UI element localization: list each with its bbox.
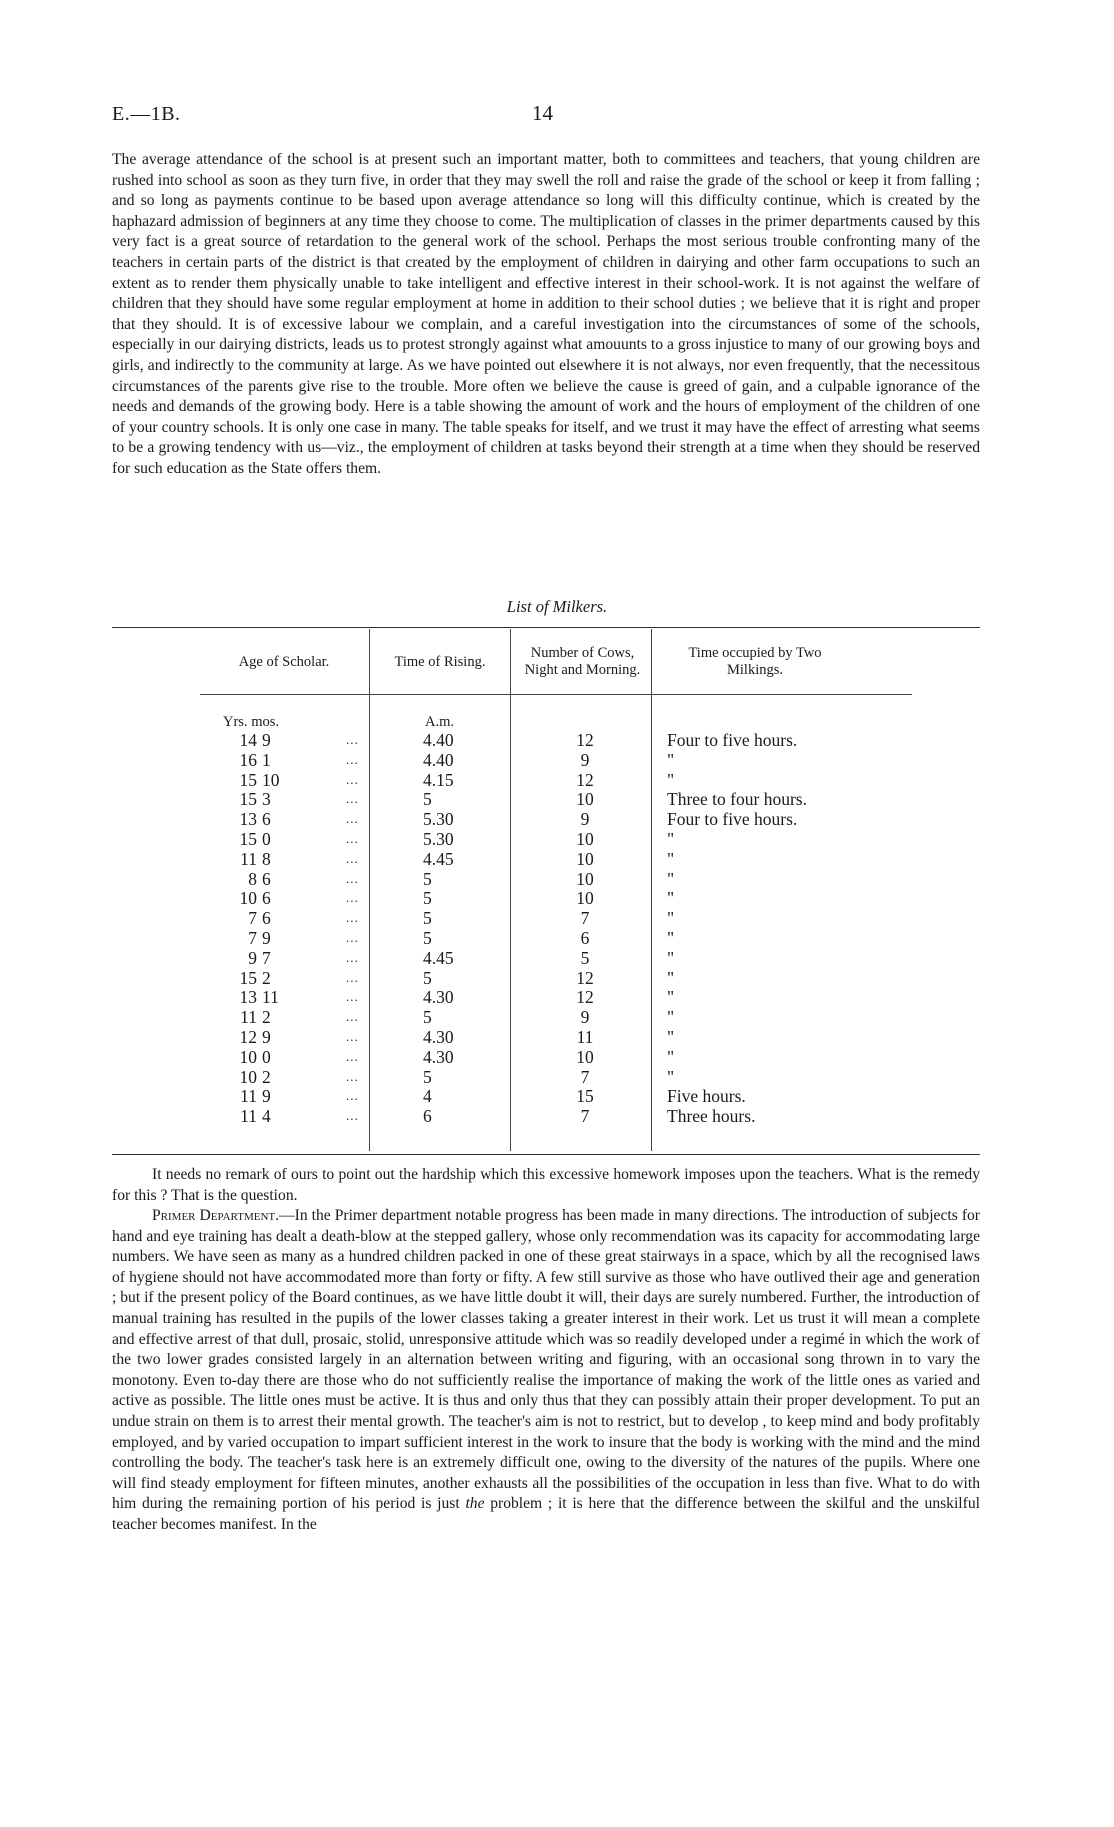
cell-time: " bbox=[667, 888, 675, 909]
unit-age: Yrs. mos. bbox=[223, 714, 279, 730]
cell-cows: 11 bbox=[576, 1026, 594, 1047]
cell-cows: 7 bbox=[580, 1066, 590, 1087]
cell-time: " bbox=[667, 947, 675, 968]
leader-dots: ... bbox=[346, 850, 359, 866]
header-time: Time occupied by Two Milkings. bbox=[688, 645, 822, 678]
table-row bbox=[0, 849, 1114, 869]
leader-dots: ... bbox=[346, 890, 359, 906]
table-row bbox=[0, 789, 1114, 809]
cell-cows: 10 bbox=[576, 888, 594, 909]
cell-months: 2 bbox=[262, 1007, 271, 1028]
cell-rising: 5 bbox=[423, 927, 432, 948]
cell-months: 6 bbox=[262, 908, 271, 929]
cell-rising: 4.30 bbox=[423, 1046, 454, 1067]
leader-dots: ... bbox=[346, 949, 359, 965]
primer-emphasis: the bbox=[465, 1495, 485, 1513]
cell-cows: 12 bbox=[576, 730, 594, 750]
cell-time: Three hours. bbox=[667, 1106, 756, 1127]
cell-time: Four to five hours. bbox=[667, 809, 798, 830]
cell-time: " bbox=[667, 927, 675, 948]
cell-years: 12 bbox=[239, 1026, 257, 1047]
primer-paragraph bbox=[112, 1206, 980, 1536]
intro-paragraph: The average attendance of the school is at present such an important matter, both to committees and teachers, that young children are rushed into school as soon as they turn five, in order that they may swell the roll and raise the grade of the school or keep it from falling ; and so long as payments continue to be based upon average attendance so long will this difficulty continue, which is created by the haphazard admission of beginners at any time they choose to come. The multiplication of classes in the primer departments caused by this very fact is a great source of retardation to the general work of the school. Perhaps the most serious trouble confronting many of the teachers in certain parts of the district is that created by the employment of children in dairying and other farm occupations to such an extent as to render them physically unable to take intelligent and effective interest in their school-work. It is not against the welfare of children that they should have some regular employment at home in addition to their school duties ; we believe that it is right and proper that they should. It is of excessive labour we complain, and a careful investigation into the circumstances of some of the schools, especially in our dairying districts, leads us to protest strongly against what amouunts to a gross injustice to many of our growing boys and girls, and indirectly to the community at large. As we have pointed out elsewhere it is not always, nor even frequently, that the necessitous circumstances of the parents give rise to the trouble. More often we believe the cause is greed of gain, and a culpable ignorance of the needs and demands of the growing body. Here is a table showing the amount of work and the hours of employment of the children of one of your country schools. It is only one case in many. The table speaks for itself, and we trust it may have the effect of arresting what seems to be a growing tendency with us—viz., the employment of children at tasks beyond their strength at a time when they should be reserved for such education as the State offers them. bbox=[112, 151, 980, 477]
cell-months: 10 bbox=[262, 769, 280, 790]
header-cows: Number of Cows, Night and Morning. bbox=[524, 645, 641, 678]
cell-years: 15 bbox=[239, 828, 257, 849]
cell-rising: 4.15 bbox=[423, 769, 454, 790]
cell-rising: 5 bbox=[423, 1007, 432, 1028]
cell-years: 10 bbox=[239, 888, 257, 909]
cell-time: " bbox=[667, 1066, 675, 1087]
primer-text: —In the Primer department notable progress has been made in many directions. The introduction of subjects for hand and eye training has dealt a death-blow at the stepped gallery, whose only recommendation was its capacity for accommodating large numbers. We have seen as many as a hundred children packed in one of these great stairways in a space, which by all the recognised laws of hygiene should not have accommodated more than forty or fifty. A few still survive as those who have outlived their age and generation ; but if the present policy of the Board continues, as we have little doubt it will, their days are surely numbered. Further, the introduction of manual training has resulted in the pupils of the lower classes taking a greater interest in their work. Let us trust it will mean a complete and effective arrest of that dull, prosaic, stolid, unresponsive attitude which was so readily developed under a regimé in which the work of the two lower grades consisted largely in an alternation between writing and figuring, with an occasional song thrown in to vary the monotony. Even to-day there are those who do not sufficiently realise the importance of making the work of the little ones as varied and active as possible. The little ones must be active. It is thus and only thus that they can possibly attain their proper development. To put an undue strain on them is to arrest their mental growth. The teacher's aim is not to restrict, but to develop , to keep mind and body profitably employed, and by varied occupation to impart sufficient interest in the work to insure that the body is working with the mind and the mind controlling the body. The teacher's task here is an extremely difficult one, owing to the diversity of the natures of the pupils. Where one will find steady employment for fifteen minutes, another exhausts all the possibilities of the occupation in less than five. What to do with him during the remaining portion of his period is just bbox=[112, 1207, 981, 1513]
page-number: 14 bbox=[532, 101, 553, 125]
cell-cows: 12 bbox=[576, 987, 594, 1008]
cell-cows: 9 bbox=[580, 749, 590, 770]
cell-cows: 12 bbox=[576, 769, 594, 790]
table-body bbox=[0, 730, 1114, 1126]
table-top-rule bbox=[112, 627, 980, 628]
cell-years: 11 bbox=[240, 1106, 257, 1127]
cell-months: 9 bbox=[262, 1086, 271, 1107]
cell-time: " bbox=[667, 987, 675, 1008]
cell-years: 14 bbox=[239, 730, 257, 750]
cell-rising: 5 bbox=[423, 908, 432, 929]
table-row bbox=[0, 1047, 1114, 1067]
cell-years: 15 bbox=[239, 769, 257, 790]
cell-cows: 7 bbox=[580, 1106, 590, 1127]
table-row bbox=[0, 829, 1114, 849]
table-row bbox=[0, 1007, 1114, 1027]
cell-cows: 10 bbox=[576, 1046, 594, 1067]
table-row bbox=[0, 948, 1114, 968]
leader-dots: ... bbox=[346, 910, 359, 926]
table-row bbox=[0, 730, 1114, 750]
cell-years: 10 bbox=[239, 1066, 257, 1087]
unit-rising: A.m. bbox=[425, 714, 454, 730]
cell-months: 9 bbox=[262, 927, 271, 948]
cell-rising: 6 bbox=[423, 1106, 432, 1127]
cell-time: " bbox=[667, 1046, 675, 1067]
leader-dots: ... bbox=[346, 969, 359, 985]
cell-cows: 10 bbox=[576, 848, 594, 869]
cell-months: 2 bbox=[262, 1066, 271, 1087]
cell-time: " bbox=[667, 1026, 675, 1047]
table-row bbox=[0, 987, 1114, 1007]
cell-cows: 10 bbox=[576, 828, 594, 849]
cell-rising: 5 bbox=[423, 1066, 432, 1087]
cell-months: 9 bbox=[262, 730, 271, 750]
cell-months: 1 bbox=[262, 749, 271, 770]
cell-months: 6 bbox=[262, 868, 271, 889]
cell-rising: 5.30 bbox=[423, 809, 454, 830]
cell-time: " bbox=[667, 868, 675, 889]
table-row bbox=[0, 750, 1114, 770]
cell-time: " bbox=[667, 828, 675, 849]
cell-cows: 9 bbox=[580, 1007, 590, 1028]
header-rising: Time of Rising. bbox=[394, 653, 486, 670]
table-row bbox=[0, 968, 1114, 988]
leader-dots: ... bbox=[346, 1048, 359, 1064]
cell-time: " bbox=[667, 749, 675, 770]
cell-years: 11 bbox=[240, 1007, 257, 1028]
primer-text-end: problem ; it is here that the difference between the skilful and the unskilful teacher becomes manifest. In the bbox=[112, 1495, 980, 1533]
cell-years: 8 bbox=[248, 868, 257, 889]
cell-rising: 4.45 bbox=[423, 848, 454, 869]
cell-time: " bbox=[667, 1007, 675, 1028]
leader-dots: ... bbox=[346, 751, 359, 767]
cell-rising: 4.40 bbox=[423, 749, 454, 770]
table-row bbox=[0, 770, 1114, 790]
header-age: Age of Scholar. bbox=[238, 653, 330, 670]
table-row bbox=[0, 928, 1114, 948]
cell-time: Five hours. bbox=[667, 1086, 746, 1107]
cell-rising: 5 bbox=[423, 868, 432, 889]
cell-cows: 7 bbox=[580, 908, 590, 929]
cell-cows: 5 bbox=[580, 947, 590, 968]
cell-months: 0 bbox=[262, 828, 271, 849]
cell-months: 6 bbox=[262, 888, 271, 909]
cell-time: " bbox=[667, 967, 675, 988]
cell-years: 13 bbox=[239, 987, 257, 1008]
document-reference: E.—1B. bbox=[112, 103, 181, 125]
leader-dots: ... bbox=[346, 870, 359, 886]
cell-years: 13 bbox=[239, 809, 257, 830]
leader-dots: ... bbox=[346, 771, 359, 787]
cell-months: 2 bbox=[262, 967, 271, 988]
cell-cows: 15 bbox=[576, 1086, 594, 1107]
cell-years: 7 bbox=[248, 908, 257, 929]
cell-rising: 5 bbox=[423, 888, 432, 909]
table-row bbox=[0, 888, 1114, 908]
section-heading: Primer Department. bbox=[152, 1207, 280, 1224]
leader-dots: ... bbox=[346, 732, 359, 747]
cell-months: 0 bbox=[262, 1046, 271, 1067]
cell-months: 6 bbox=[262, 809, 271, 830]
cell-rising: 5 bbox=[423, 967, 432, 988]
leader-dots: ... bbox=[346, 929, 359, 945]
cell-years: 11 bbox=[240, 1086, 257, 1107]
cell-years: 7 bbox=[248, 927, 257, 948]
cell-months: 3 bbox=[262, 789, 271, 810]
leader-dots: ... bbox=[346, 830, 359, 846]
cell-time: " bbox=[667, 848, 675, 869]
cell-cows: 9 bbox=[580, 809, 590, 830]
cell-months: 8 bbox=[262, 848, 271, 869]
table-row bbox=[0, 869, 1114, 889]
leader-dots: ... bbox=[346, 791, 359, 807]
remark-paragraph bbox=[112, 1165, 980, 1206]
leader-dots: ... bbox=[346, 1088, 359, 1104]
cell-rising: 4.40 bbox=[423, 730, 454, 750]
cell-cows: 10 bbox=[576, 789, 594, 810]
table-header-rule bbox=[200, 694, 912, 695]
table-bottom-rule bbox=[112, 1154, 980, 1155]
cell-rising: 5.30 bbox=[423, 828, 454, 849]
cell-time: Four to five hours. bbox=[667, 730, 798, 750]
page-header bbox=[112, 103, 982, 129]
cell-years: 9 bbox=[248, 947, 257, 968]
cell-rising: 4 bbox=[423, 1086, 432, 1107]
leader-dots: ... bbox=[346, 1068, 359, 1084]
cell-rising: 5 bbox=[423, 789, 432, 810]
table-row bbox=[0, 1086, 1114, 1106]
table-row bbox=[0, 1067, 1114, 1087]
cell-cows: 10 bbox=[576, 868, 594, 889]
table-row bbox=[0, 1027, 1114, 1047]
cell-time: " bbox=[667, 908, 675, 929]
table-caption: List of Milkers. bbox=[506, 597, 608, 616]
table-row bbox=[0, 1106, 1114, 1126]
cell-time: Three to four hours. bbox=[667, 789, 807, 810]
remark-text: It needs no remark of ours to point out the hardship which this excessive homework imposes upon the teachers. What is the remedy for this ? That is the question. bbox=[112, 1166, 980, 1204]
cell-cows: 12 bbox=[576, 967, 594, 988]
cell-years: 11 bbox=[240, 848, 257, 869]
cell-years: 15 bbox=[239, 789, 257, 810]
cell-months: 11 bbox=[262, 987, 279, 1008]
table-row bbox=[0, 809, 1114, 829]
leader-dots: ... bbox=[346, 811, 359, 827]
cell-rising: 4.45 bbox=[423, 947, 454, 968]
leader-dots: ... bbox=[346, 1028, 359, 1044]
cell-years: 10 bbox=[239, 1046, 257, 1067]
table-row bbox=[0, 908, 1114, 928]
cell-months: 9 bbox=[262, 1026, 271, 1047]
leader-dots: ... bbox=[346, 1108, 359, 1124]
cell-rising: 4.30 bbox=[423, 987, 454, 1008]
cell-time: " bbox=[667, 769, 675, 790]
leader-dots: ... bbox=[346, 1009, 359, 1025]
cell-years: 15 bbox=[239, 967, 257, 988]
cell-cows: 6 bbox=[580, 927, 590, 948]
cell-months: 4 bbox=[262, 1106, 271, 1127]
leader-dots: ... bbox=[346, 989, 359, 1005]
cell-years: 16 bbox=[239, 749, 257, 770]
cell-months: 7 bbox=[262, 947, 271, 968]
cell-rising: 4.30 bbox=[423, 1026, 454, 1047]
